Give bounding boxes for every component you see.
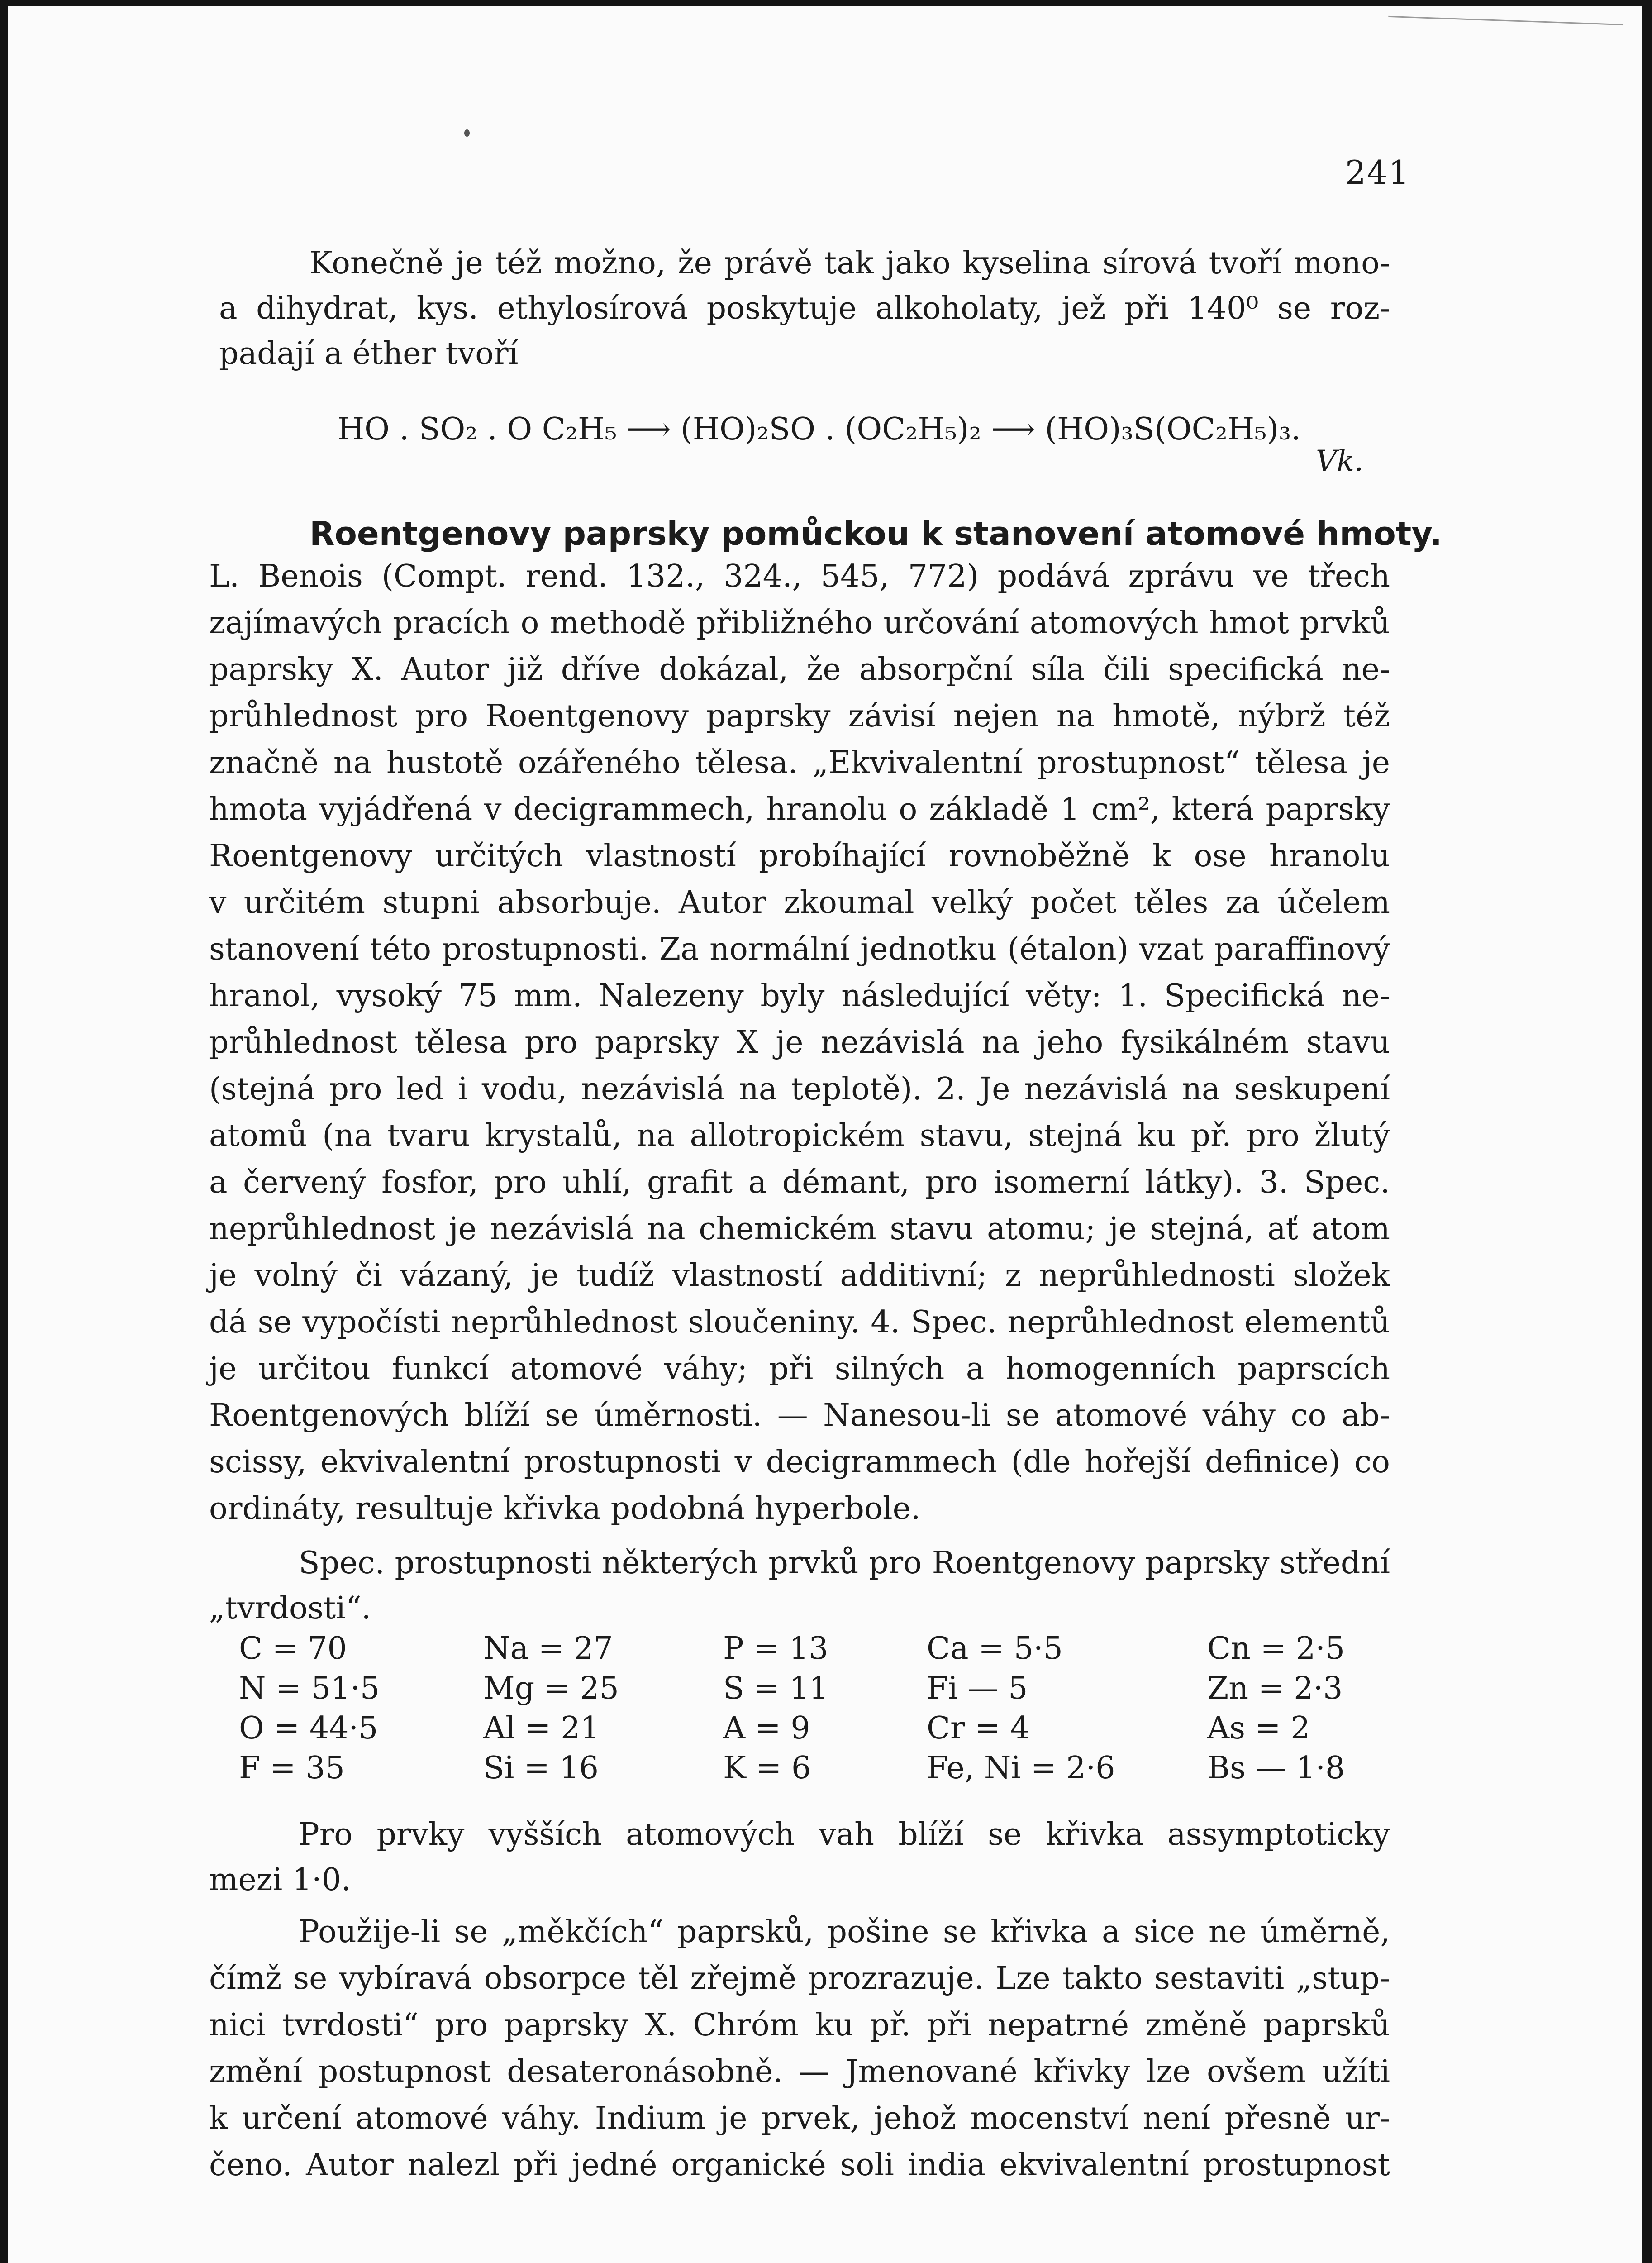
page-crease [1388,16,1623,30]
table-cell: F = 35 [239,1750,345,1786]
text-line: Roentgenových blíží se úměrnosti. — Nanesou-li se atomové váhy co ab- [209,1398,1390,1433]
dust-speck [464,129,470,137]
text-line: zajímavých pracích o methodě přibližného určování atomových hmot prvků [209,605,1390,641]
author-signature: Vk. [1316,444,1364,478]
article-title: Roentgenovy paprsky pomůckou k stanovení atomové hmoty. [309,515,1442,553]
text-line: dá se vypočísti neprůhlednost sloučeniny. 4. Spec. neprůhlednost elementů [209,1304,1390,1340]
table-row [239,1669,1379,1709]
text-line: atomů (na tvaru krystalů, na allotropickém stavu, stejná ku př. pro žlutý [209,1118,1390,1154]
table-cell: Fi — 5 [927,1671,1028,1706]
text-line: hranol, vysoký 75 mm. Nalezeny byly následující věty: 1. Specifická ne- [209,978,1390,1014]
text-line: k určení atomové váhy. Indium je prvek, jehož mocenství není přesně ur- [209,2101,1390,2136]
table-cell: Cn = 2·5 [1207,1631,1345,1666]
text-line: čeno. Autor nalezl při jedné organické soli india ekvivalentní prostupnost [209,2147,1390,2183]
table-cell: K = 6 [723,1750,811,1786]
text-line: ordináty, resultuje křivka podobná hyperbole. [209,1491,921,1527]
table-cell: Fe, Ni = 2·6 [927,1750,1115,1786]
table-cell: Bs — 1·8 [1207,1750,1345,1786]
book-page [8,6,1642,2263]
table-cell: As = 2 [1207,1710,1310,1746]
table-row [239,1709,1379,1748]
text-line: Roentgenovy určitých vlastností probíhající rovnoběžně k ose hranolu [209,838,1390,874]
table-row [239,1629,1379,1669]
text-line: L. Benois (Compt. rend. 132., 324., 545, 772) podává zprávu ve třech [209,559,1390,594]
text-line: paprsky X. Autor již dříve dokázal, že absorpční síla čili specifická ne- [209,652,1390,687]
table-cell: Mg = 25 [483,1671,619,1706]
table-cell: O = 44·5 [239,1710,378,1746]
page-number: 241 [1345,153,1410,191]
text-line: Použije-li se „měkčích“ paprsků, pošine se křivka a sice ne úměrně, [299,1914,1390,1950]
table-cell: S = 11 [723,1671,829,1706]
table-cell: Na = 27 [483,1631,613,1666]
text-line: Spec. prostupnosti některých prvků pro Roentgenovy paprsky střední [299,1545,1390,1581]
text-line: a dihydrat, kys. ethylosírová poskytuje alkoholaty, jež při 140⁰ se roz- [219,291,1390,326]
text-line: Konečně je též možno, že právě tak jako kyselina sírová tvoří mono- [309,245,1390,281]
table-row [239,1748,1379,1788]
opacity-table [239,1629,1379,1788]
text-line: průhlednost tělesa pro paprsky X je nezávislá na jeho fysikálném stavu [209,1025,1390,1060]
table-cell: P = 13 [723,1631,828,1666]
text-line: „tvrdosti“. [209,1590,371,1626]
table-cell: Al = 21 [483,1710,600,1746]
table-cell: N = 51·5 [239,1671,380,1706]
text-line: neprůhlednost je nezávislá na chemickém stavu atomu; je stejná, ať atom [209,1211,1390,1247]
text-line: stanovení této prostupnosti. Za normální jednotku (étalon) vzat paraffinový [209,931,1390,967]
text-line: čímž se vybíravá obsorpce těl zřejmě prozrazuje. Lze takto sestaviti „stup- [209,1961,1390,1996]
text-line: padají a éther tvoří [219,336,519,372]
text-line: průhlednost pro Roentgenovy paprsky závisí nejen na hmotě, nýbrž též [209,698,1390,734]
text-line: mezi 1·0. [209,1862,351,1898]
table-cell: Ca = 5·5 [927,1631,1063,1666]
text-line: značně na hustotě ozářeného tělesa. „Ekvivalentní prostupnost“ tělesa je [209,745,1390,781]
text-line: Pro prvky vyšších atomových vah blíží se křivka assymptoticky [299,1817,1390,1852]
text-line: scissy, ekvivalentní prostupnosti v decigrammech (dle hořejší definice) co [209,1444,1390,1480]
text-line: je volný či vázaný, je tudíž vlastností additivní; z neprůhlednosti složek [209,1258,1390,1294]
table-cell: Si = 16 [483,1750,599,1786]
text-line: nici tvrdosti“ pro paprsky X. Chróm ku př. při nepatrné změně paprsků [209,2007,1390,2043]
table-cell: C = 70 [239,1631,347,1666]
text-line: hmota vyjádřená v decigrammech, hranolu o základě 1 cm², která paprsky [209,792,1390,827]
text-line: a červený fosfor, pro uhlí, grafit a démant, pro isomerní látky). 3. Spec. [209,1165,1390,1200]
text-line: v určitém stupni absorbuje. Autor zkoumal velký počet těles za účelem [209,885,1390,921]
text-line: je určitou funkcí atomové váhy; při silných a homogenních paprscích [209,1351,1390,1387]
table-cell: A = 9 [723,1710,810,1746]
table-cell: Cr = 4 [927,1710,1030,1746]
text-line: (stejná pro led i vodu, nezávislá na teplotě). 2. Je nezávislá na seskupení [209,1071,1390,1107]
table-cell: Zn = 2·3 [1207,1671,1343,1706]
chemical-formula: HO . SO₂ . O C₂H₅ ⟶ (HO)₂SO . (OC₂H₅)₂ ⟶ (HO)₃S(OC₂H₅)₃. [338,411,1301,447]
text-line: změní postupnost desateronásobně. — Jmenované křivky lze ovšem užíti [209,2054,1390,2090]
